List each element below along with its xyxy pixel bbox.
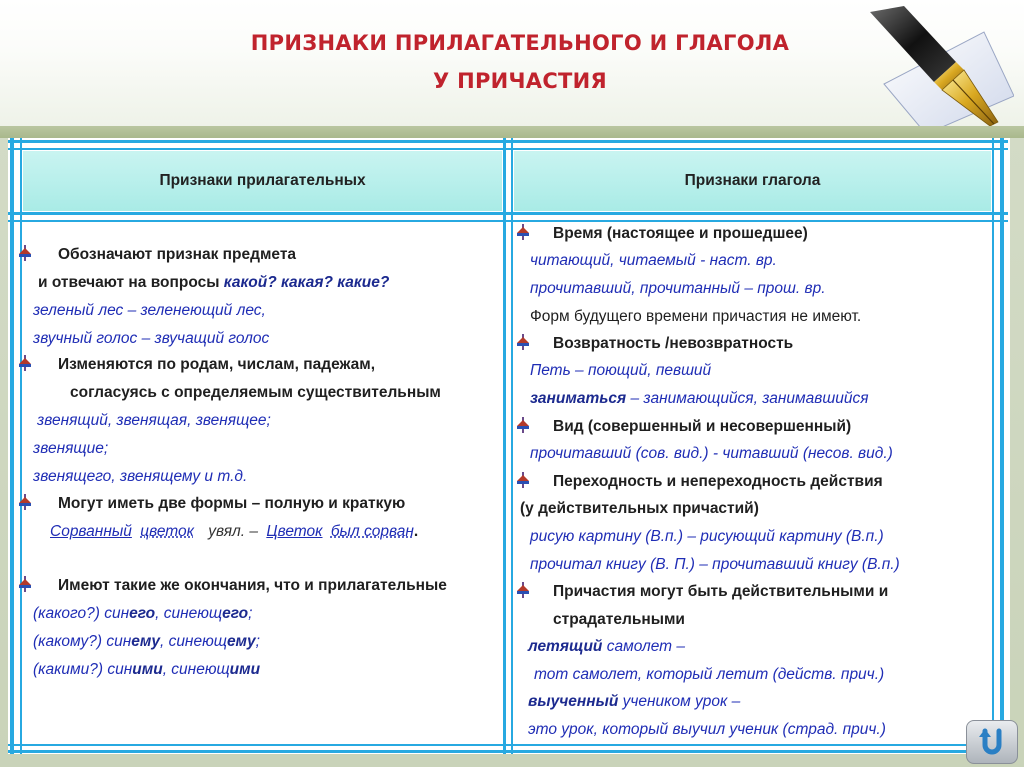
example-8: (какому?) синему, синеющему; [33, 633, 260, 650]
bullet-icon [516, 582, 530, 598]
verb-feature-voice-line-1: Причастия могут быть действительными и [553, 583, 889, 600]
table-border-left-inner [20, 138, 22, 754]
example-1: зеленый лес – зеленеющий лес, [33, 302, 266, 319]
table-border-bottom-inner [8, 744, 1008, 746]
example-reflexive-1: Петь – поющий, певший [530, 362, 712, 379]
bullet-icon [516, 224, 530, 240]
example-reflexive-2: заниматься – занимающийся, занимавшийся [530, 390, 869, 407]
verb-feature-reflexive: Возвратность /невозвратность [553, 335, 794, 352]
bullet-icon [516, 417, 530, 433]
example-4: звенящие; [33, 440, 109, 457]
verb-feature-aspect: Вид (совершенный и несовершенный) [553, 418, 852, 435]
bullet-icon [18, 355, 32, 371]
table-border-left [10, 138, 14, 754]
page-title [170, 24, 870, 100]
column-header-verbs: Признаки глагола [514, 151, 991, 211]
column-header-adjectives: Признаки прилагательных [23, 151, 502, 211]
verb-feature-voice-line-2: страдательными [553, 611, 685, 628]
example-tense-2: прочитавший, прочитанный – прош. вр. [530, 280, 826, 297]
example-7: (какого?) синего, синеющего; [33, 605, 253, 622]
header-row-border [8, 212, 1008, 215]
example-6: Сорванный цветок увял. – Цветок был сорван. [50, 523, 419, 540]
example-3: звенящий, звенящая, звенящее; [37, 412, 271, 429]
example-2: звучный голос – звучащий голос [33, 330, 270, 347]
bullet-icon [18, 494, 32, 510]
table-border-right [1000, 138, 1004, 754]
return-icon [975, 727, 1009, 757]
adjective-feature-1-line-2: и отвечают на вопросы какой? какая? какие? [38, 274, 390, 291]
column-divider [503, 138, 506, 754]
table-border-top-inner [8, 148, 1008, 150]
return-button[interactable] [966, 720, 1018, 764]
example-voice-3: выученный учеником урок – [528, 693, 741, 710]
example-tense-1: читающий, читаемый - наст. вр. [530, 252, 777, 269]
example-voice-2: тот самолет, который летит (действ. прич.) [534, 666, 885, 683]
title-line-1: ПРИЗНАКИ ПРИЛАГАТЕЛЬНОГО И ГЛАГОЛА [250, 31, 790, 55]
example-aspect: прочитавший (сов. вид.) - читавший (несов. вид.) [530, 445, 893, 462]
bullet-icon [516, 334, 530, 350]
example-5: звенящего, звенящему и т.д. [33, 468, 248, 485]
table-border-bottom [8, 750, 1008, 753]
adjective-feature-2-line-2: согласуясь с определяемым существительным [70, 384, 441, 401]
bullet-icon [18, 245, 32, 261]
header-row-border-inner [8, 220, 1008, 222]
adjective-feature-3: Могут иметь две формы – полную и краткую [58, 495, 406, 512]
example-voice-1: летящий самолет – [528, 638, 686, 655]
table-border-right-inner [992, 138, 994, 754]
table-border-top [8, 140, 1008, 143]
fountain-pen-icon [864, 4, 1014, 134]
note-no-future: Форм будущего времени причастия не имеют. [530, 308, 862, 325]
bullet-icon [18, 576, 32, 592]
adjective-feature-2-line-1: Изменяются по родам, числам, падежам, [58, 356, 376, 373]
verb-feature-transitivity-line-1: Переходность и непереходность действия [553, 473, 883, 490]
verb-feature-tense: Время (настоящее и прошедшее) [553, 225, 808, 242]
title-line-2: У ПРИЧАСТИЯ [432, 69, 608, 93]
verb-feature-transitivity-line-2: (у действительных причастий) [520, 500, 759, 517]
example-transitivity-2: прочитал книгу (В. П.) – прочитавший книгу (В.п.) [530, 556, 900, 573]
example-9: (какими?) синими, синеющими [33, 661, 261, 678]
column-divider-inner [511, 138, 513, 754]
header-divider [0, 126, 1024, 138]
adjective-feature-1-line-1: Обозначают признак предмета [58, 246, 297, 263]
example-voice-4: это урок, который выучил ученик (страд. прич.) [528, 721, 886, 738]
bullet-icon [516, 472, 530, 488]
adjective-feature-4: Имеют такие же окончания, что и прилагательные [58, 577, 447, 594]
example-transitivity-1: рисую картину (В.п.) – рисующий картину (В.п.) [530, 528, 884, 545]
